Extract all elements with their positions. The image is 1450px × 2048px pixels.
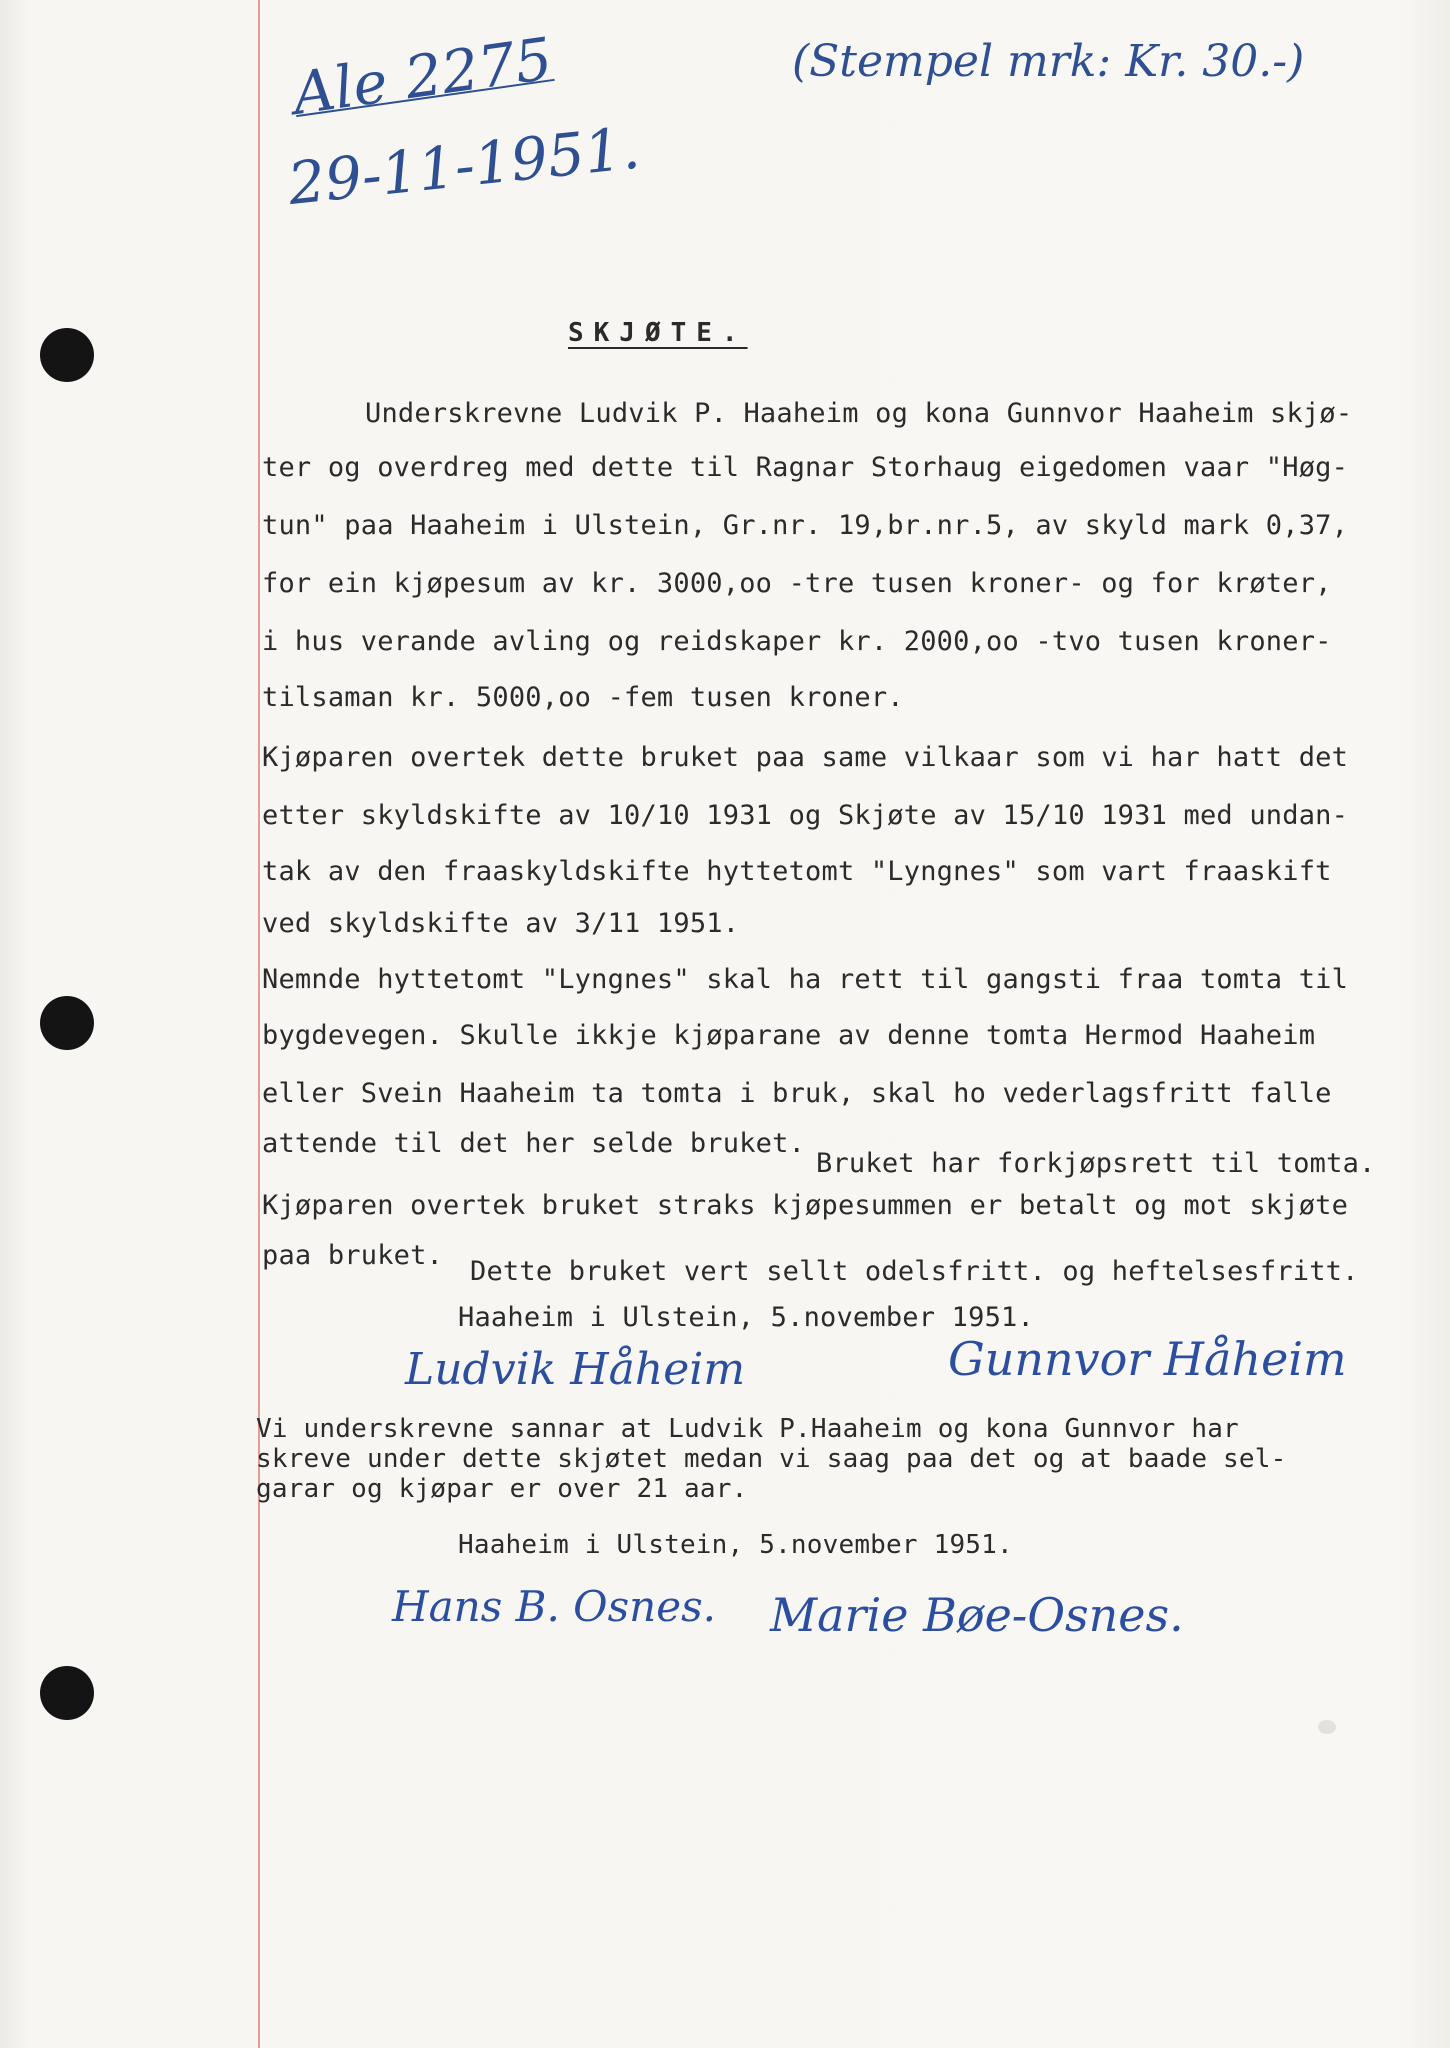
body-line: eller Svein Haaheim ta tomta i bruk, skal ho vederlagsfritt falle [262, 1078, 1332, 1109]
body-line: attende til det her selde bruket. [262, 1128, 806, 1159]
punch-hole-icon [40, 1666, 94, 1720]
witness-signature-marie: Marie Bøe-Osnes. [770, 1588, 1184, 1642]
seller-signature-gunnvor: Gunnvor Håheim [948, 1332, 1347, 1386]
body-line: tak av den fraaskyldskifte hyttetomt "Lyngnes" som vart fraaskift [262, 856, 1332, 887]
body-line: for ein kjøpesum av kr. 3000,oo -tre tusen kroner- og for krøter, [262, 568, 1332, 599]
body-line: Underskrevne Ludvik P. Haaheim og kona Gunnvor Haaheim skjø- [365, 398, 1353, 429]
body-line: tilsaman kr. 5000,oo -fem tusen kroner. [262, 682, 904, 713]
witness-line: skreve under dette skjøtet medan vi saag paa det og at baade sel- [256, 1444, 1287, 1474]
body-line: Dette bruket vert sellt odelsfritt. og heftelsesfritt. [470, 1256, 1359, 1287]
body-line: i hus verande avling og reidskaper kr. 2000,oo -tvo tusen kroner- [262, 626, 1332, 657]
ink-smudge [1318, 1720, 1336, 1734]
punch-hole-icon [40, 996, 94, 1050]
body-line: ved skyldskifte av 3/11 1951. [262, 908, 740, 939]
seller-signature-ludvik: Ludvik Håheim [405, 1344, 746, 1395]
body-line: Bruket har forkjøpsrett til tomta. [816, 1148, 1376, 1179]
document-title: SKJØTE. [568, 318, 748, 348]
body-line: Kjøparen overtek bruket straks kjøpesummen er betalt og mot skjøte [262, 1190, 1349, 1221]
case-date: 29-11-1951. [284, 113, 643, 218]
witness-line: garar og kjøpar er over 21 aar. [256, 1474, 748, 1504]
body-line: Kjøparen overtek dette bruket paa same vilkaar som vi har hatt det [262, 742, 1349, 773]
body-line: etter skyldskifte av 10/10 1931 og Skjøte av 15/10 1931 med undan- [262, 800, 1349, 831]
body-line: ter og overdreg med dette til Ragnar Storhaug eigedomen vaar "Høg- [262, 452, 1349, 483]
body-line: bygdevegen. Skulle ikkje kjøparane av denne tomta Hermod Haaheim [262, 1020, 1316, 1051]
body-line: Haaheim i Ulstein, 5.november 1951. [458, 1302, 1034, 1333]
margin-rule [258, 0, 260, 2048]
stamp-duty-note: (Stempel mrk: Kr. 30.-) [792, 36, 1305, 87]
body-line: tun" paa Haaheim i Ulstein, Gr.nr. 19,br.nr.5, av skyld mark 0,37, [262, 510, 1349, 541]
witness-line: Vi underskrevne sannar at Ludvik P.Haaheim og kona Gunnvor har [256, 1414, 1239, 1444]
witness-place-date: Haaheim i Ulstein, 5.november 1951. [458, 1530, 1013, 1560]
body-line: Nemnde hyttetomt "Lyngnes" skal ha rett til gangsti fraa tomta til [262, 964, 1349, 995]
witness-signature-hans: Hans B. Osnes. [392, 1582, 716, 1631]
punch-hole-icon [40, 328, 94, 382]
body-line: paa bruket. [262, 1240, 444, 1271]
case-number: Ale 2275 [288, 24, 557, 129]
